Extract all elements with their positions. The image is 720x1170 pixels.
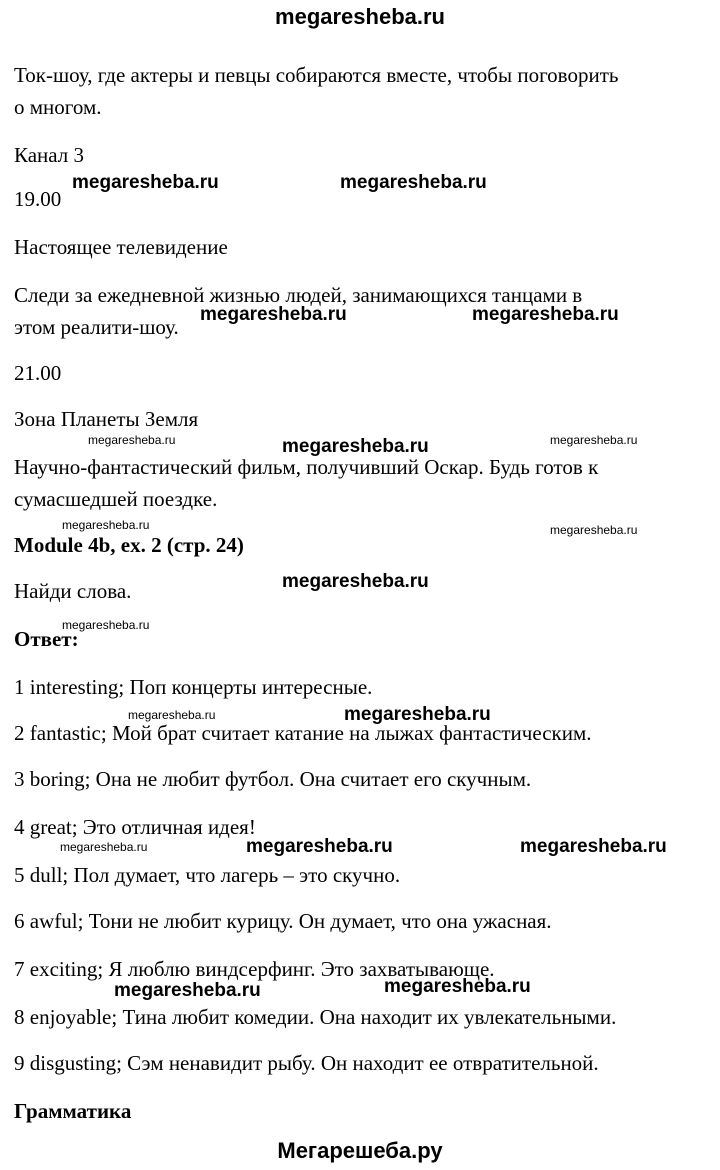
watermark: megaresheba.ru bbox=[520, 836, 667, 857]
answer-label: Ответ: bbox=[14, 627, 79, 651]
answer-item: 5 dull; Пол думает, что лагерь – это скучно. bbox=[14, 863, 401, 887]
watermark: megaresheba.ru bbox=[282, 436, 429, 457]
task-text: Найди слова. bbox=[14, 579, 132, 603]
channel-label: Канал 3 bbox=[14, 143, 85, 167]
watermark: megaresheba.ru bbox=[282, 571, 429, 592]
answer-item: 1 interesting; Поп концерты интересные. bbox=[14, 675, 373, 699]
program-1-title: Настоящее телевидение bbox=[14, 235, 228, 259]
answer-item: 6 awful; Тони не любит курицу. Он думает, что она ужасная. bbox=[14, 909, 552, 933]
talk-show-line-2: о многом. bbox=[14, 95, 102, 119]
watermark: megaresheba.ru bbox=[72, 172, 219, 193]
time-2: 21.00 bbox=[14, 361, 62, 385]
time-1: 19.00 bbox=[14, 187, 62, 211]
watermark: megaresheba.ru bbox=[62, 618, 150, 632]
answer-item: 3 boring; Она не любит футбол. Она считает его скучным. bbox=[14, 767, 532, 791]
watermark: megaresheba.ru bbox=[384, 976, 531, 997]
watermark: megaresheba.ru bbox=[550, 433, 638, 447]
answer-item: 8 enjoyable; Тина любит комедии. Она находит их увлекательными. bbox=[14, 1005, 617, 1029]
program-1-desc-line-2: этом реалити-шоу. bbox=[14, 315, 179, 339]
watermark: megaresheba.ru bbox=[200, 304, 347, 325]
answer-item: 7 exciting; Я люблю виндсерфинг. Это захватывающе. bbox=[14, 957, 495, 981]
answer-item: 4 great; Это отличная идея! bbox=[14, 815, 256, 839]
program-2-title: Зона Планеты Земля bbox=[14, 407, 199, 431]
watermark: megaresheba.ru bbox=[114, 980, 261, 1001]
watermark: megaresheba.ru bbox=[88, 433, 176, 447]
program-1-desc-line-1: Следи за ежедневной жизнью людей, занимающихся танцами в bbox=[14, 283, 583, 307]
module-heading: Module 4b, ex. 2 (стр. 24) bbox=[14, 533, 244, 557]
grammar-heading: Грамматика bbox=[14, 1099, 132, 1123]
watermark: megaresheba.ru bbox=[246, 836, 393, 857]
watermark: megaresheba.ru bbox=[128, 708, 216, 722]
answer-item: 2 fantastic; Мой брат считает катание на лыжах фантастическим. bbox=[14, 721, 592, 745]
watermark: megaresheba.ru bbox=[550, 523, 638, 537]
watermark: megaresheba.ru bbox=[60, 840, 148, 854]
program-2-desc-line-1: Научно-фантастический фильм, получивший Оскар. Будь готов к bbox=[14, 455, 599, 479]
watermark: megaresheba.ru bbox=[62, 518, 150, 532]
site-footer: Мегарешеба.ру bbox=[277, 1138, 443, 1163]
watermark: megaresheba.ru bbox=[344, 704, 491, 725]
watermark: megaresheba.ru bbox=[340, 172, 487, 193]
talk-show-line-1: Ток-шоу, где актеры и певцы собираются вместе, чтобы поговорить bbox=[14, 63, 619, 87]
site-header: megaresheba.ru bbox=[275, 4, 445, 29]
program-2-desc-line-2: сумасшедшей поездке. bbox=[14, 487, 218, 511]
watermark: megaresheba.ru bbox=[472, 304, 619, 325]
answer-item: 9 disgusting; Сэм ненавидит рыбу. Он находит ее отвратительной. bbox=[14, 1051, 599, 1075]
